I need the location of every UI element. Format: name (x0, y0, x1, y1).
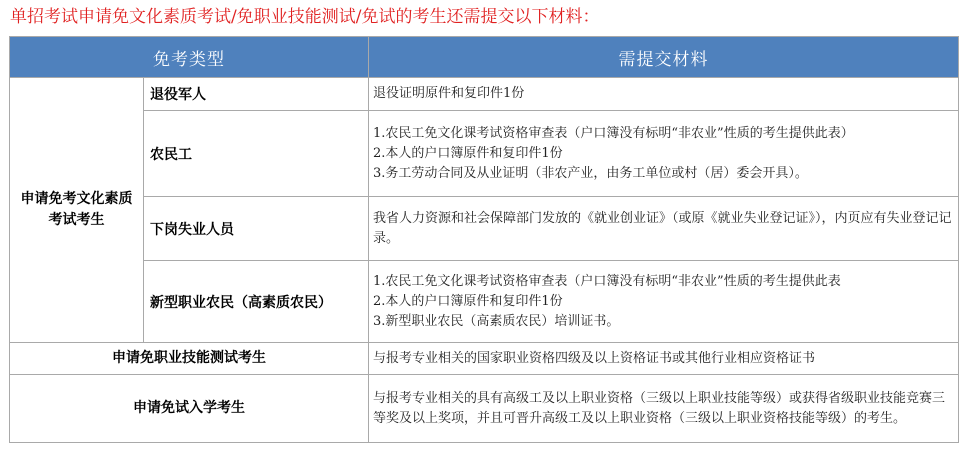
material-line: 与报考专业相关的国家职业资格四级及以上资格证书或其他行业相应资格证书 (373, 350, 816, 366)
material-line: 3.新型职业农民（高素质农民）培训证书。 (373, 313, 620, 329)
type-new-farmer: 新型职业农民（高素质农民） (144, 261, 369, 343)
materials-skill-test (369, 343, 959, 375)
material-line: 退役证明原件和复印件1份 (373, 86, 525, 101)
requirements-table (9, 36, 959, 443)
header-materials: 需提交材料 (369, 37, 959, 78)
materials-migrant-worker (369, 111, 959, 197)
page-heading: 单招考试申请免文化素质考试/免职业技能测试/免试的考生还需提交以下材料： (10, 7, 600, 27)
type-veteran: 退役军人 (144, 78, 369, 111)
table-row (10, 78, 959, 111)
materials-veteran (369, 78, 959, 111)
material-line: 3.务工劳动合同及从业证明（非农产业，由务工单位或村（居）委会开具）。 (373, 165, 808, 181)
material-line: 我省人力资源和社会保障部门发放的《就业创业证》（或原《就业失业登记证》），内页应有失业登记记录。 (373, 210, 952, 246)
material-line: 1.农民工免文化课考试资格审查表（户口簿没有标明“非农业”性质的考生提供此表） (373, 125, 854, 141)
table-row (10, 111, 959, 197)
material-line: 与报考专业相关的具有高级工及以上职业资格（三级以上职业技能等级）或获得省级职业技能竞赛三等奖及以上奖项，并且可晋升高级工及以上职业资格（三级以上职业资格技能等级）的考生。 (373, 390, 946, 426)
type-migrant-worker: 农民工 (144, 111, 369, 197)
type-unemployed: 下岗失业人员 (144, 197, 369, 261)
material-line: 2.本人的户口簿原件和复印件1份 (373, 293, 563, 309)
materials-new-farmer (369, 261, 959, 343)
table-row (10, 261, 959, 343)
material-line: 2.本人的户口簿原件和复印件1份 (373, 145, 563, 161)
category-full-exempt: 申请免试入学考生 (10, 375, 369, 443)
header-exempt-type: 免考类型 (10, 37, 369, 78)
table-row (10, 375, 959, 443)
table-row (10, 197, 959, 261)
category-skill-test: 申请免职业技能测试考生 (10, 343, 369, 375)
materials-unemployed (369, 197, 959, 261)
material-line: 1.农民工免文化课考试资格审查表（户口簿没有标明“非农业”性质的考生提供此表 (373, 273, 841, 289)
category-culture-exam: 申请免考文化素质考试考生 (10, 78, 144, 343)
materials-full-exempt (369, 375, 959, 443)
table-row (10, 343, 959, 375)
table-header-row (10, 37, 959, 78)
